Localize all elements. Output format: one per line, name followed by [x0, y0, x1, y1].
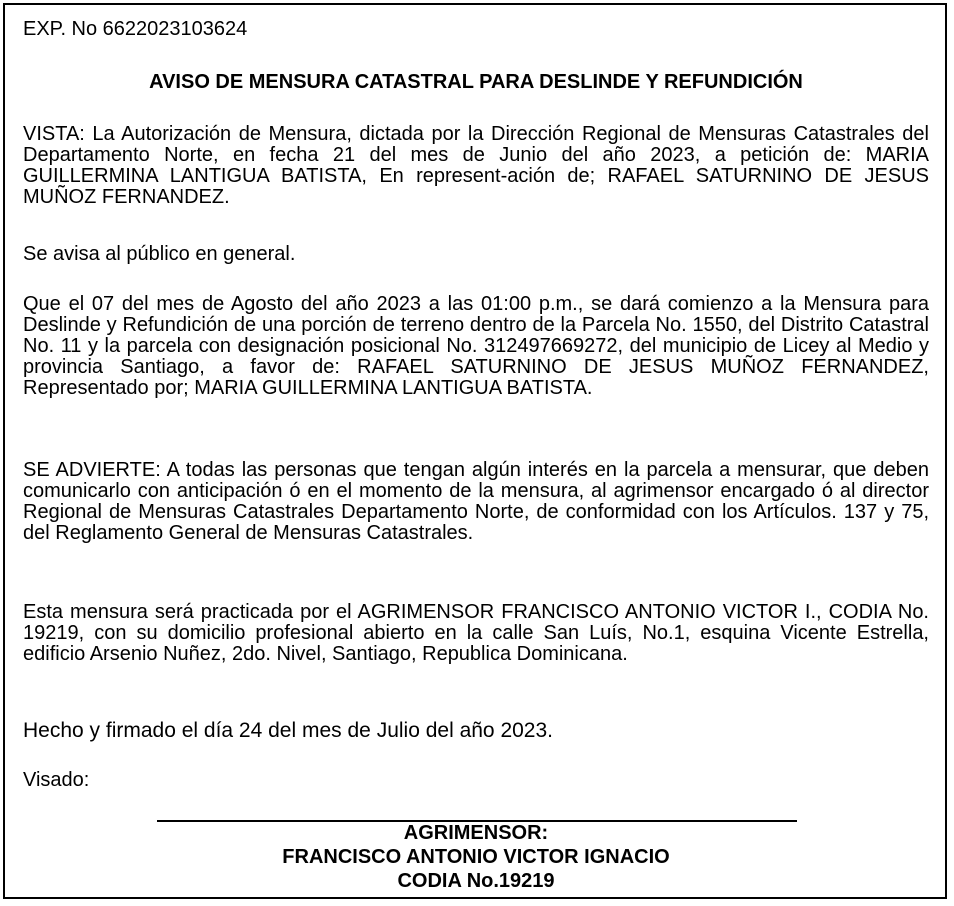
signature-role: AGRIMENSOR:	[403, 822, 549, 844]
notice-title: AVISO DE MENSURA CATASTRAL PARA DESLINDE Y REFUNDICIÓN	[149, 71, 803, 93]
paragraph-visado: Visado:	[23, 769, 90, 791]
file-number: EXP. No 6622023103624	[23, 18, 248, 40]
signature-name: FRANCISCO ANTONIO VICTOR IGNACIO	[282, 846, 670, 868]
paragraph-surveyor: Esta mensura será practicada por el AGRIMENSOR FRANCISCO ANTONIO VICTOR I., CODIA No. 19219, con su domicilio profesional abierto en la calle San Luís, No.1, esquina Vicente Estrella, edificio Arsenio Nuñez, 2do. Nivel, Santiago, Republica Dominicana.	[23, 601, 929, 665]
signature-codia: CODIA No.19219	[397, 870, 555, 892]
paragraph-signed-date: Hecho y firmado el día 24 del mes de Julio del año 2023.	[23, 719, 553, 742]
signature-block	[23, 821, 929, 893]
paragraph-public-notice: Se avisa al público en general.	[23, 243, 296, 265]
legal-notice	[3, 3, 947, 899]
paragraph-survey-date: Que el 07 del mes de Agosto del año 2023 a las 01:00 p.m., se dará comienzo a la Mensura para Deslinde y Refundición de una porción de terreno dentro de la Parcela No. 1550, del Distrito Catastral No. 11 y la parcela con designación posicional No. 312497669272, del municipio de Licey al Medio y provincia Santiago, a favor de: RAFAEL SATURNINO DE JESUS MUÑOZ FERNANDEZ, Representado por; MARIA GUILLERMINA LANTIGUA BATISTA.	[23, 293, 929, 399]
paragraph-vista: VISTA: La Autorización de Mensura, dictada por la Dirección Regional de Mensuras Catastrales del Departamento Norte, en fecha 21 del mes de Junio del año 2023, a petición de: MARIA GUILLERMINA LANTIGUA BATISTA, En represent-ación de; RAFAEL SATURNINO DE JESUS MUÑOZ FERNANDEZ.	[23, 123, 929, 208]
paragraph-warning: SE ADVIERTE: A todas las personas que tengan algún interés en la parcela a mensurar, que deben comunicarlo con anticipación ó en el momento de la mensura, al agrimensor encargado ó al director Regional de Mensuras Catastrales Departamento Norte, de conformidad con los Artículos. 137 y 75, del Reglamento General de Mensuras Catastrales.	[23, 459, 929, 544]
